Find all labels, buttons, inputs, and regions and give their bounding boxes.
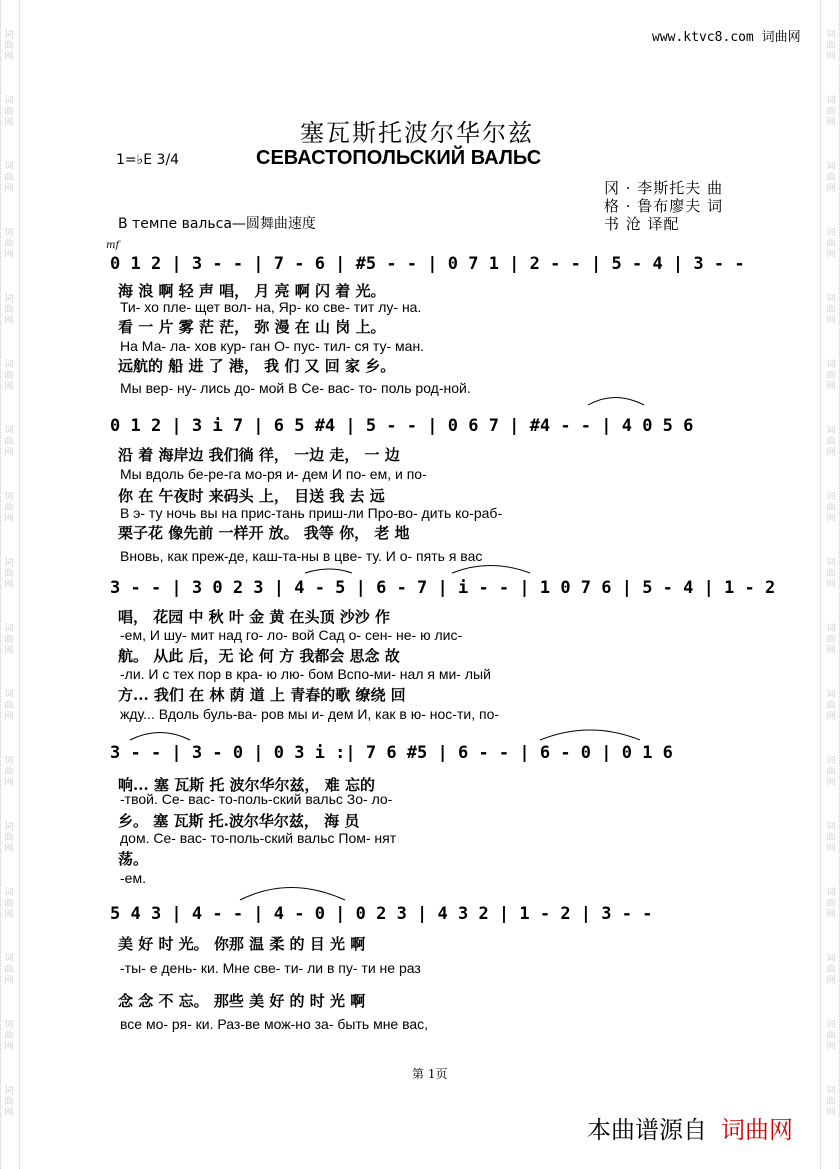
notation-line-4: 3 - - | 3 - 0 | 0 3 i :| 7 6 #5 | 6 - - | 6 - 0 | 0 1 6 <box>110 743 673 763</box>
lyric-line: Ти- хо пле- щет вол- на, Яр- ко све- тит лу- на. <box>120 299 422 315</box>
lyric-line: 唱， 花园 中 秋 叶 金 黄 在头顶 沙沙 作 <box>118 608 391 626</box>
notation-line-5: 5 4 3 | 4 - - | 4 - 0 | 0 2 3 | 4 3 2 | 1 - 2 | 3 - - <box>110 904 653 924</box>
watermark-text: 词曲网 <box>4 822 14 854</box>
lyric-line: 美 好 时 光。 你那 温 柔 的 目 光 啊 <box>118 935 366 953</box>
watermark-text: 词曲网 <box>826 1086 836 1118</box>
notation-line-3: 3 - - | 3 0 2 3 | 4 - 5 | 6 - 7 | i - - | 1 0 7 6 | 5 - 4 | 1 - 2 <box>110 578 776 598</box>
lyric-line: 航。 从此 后，无 论 何 方 我都会 思念 故 <box>118 647 400 665</box>
watermark-text: 词曲网 <box>4 426 14 458</box>
watermark-text: 词曲网 <box>4 888 14 920</box>
page-number: 第 1页 <box>412 1067 448 1081</box>
lyric-line: 荡。 <box>118 850 149 868</box>
watermark-text: 词曲网 <box>4 954 14 986</box>
watermark-text: 词曲网 <box>826 822 836 854</box>
watermark-text: 词曲网 <box>826 624 836 656</box>
watermark-text: 词曲网 <box>4 492 14 524</box>
watermark-text: 词曲网 <box>4 690 14 722</box>
lyric-line: 栗子花 像先前 一样开 放。 我等 你， 老 地 <box>118 524 410 542</box>
watermark-text: 词曲网 <box>4 96 14 128</box>
lyric-line: -ли. И с тех пор в кра- ю лю- бом Вспо-ми- нал я ми- лый <box>120 666 491 682</box>
lyric-line: 方... 我们 在 林 荫 道 上 青春的歌 缭绕 回 <box>118 686 406 704</box>
watermark-text: 词曲网 <box>826 954 836 986</box>
watermark-text: 词曲网 <box>826 162 836 194</box>
dynamic-marking: mf <box>106 240 120 251</box>
lyric-line: В э- ту ночь вы на прис-тань приш-ли Про-во- дить ко-раб- <box>120 505 503 521</box>
watermark-text: 词曲网 <box>4 624 14 656</box>
watermark-text: 词曲网 <box>4 294 14 326</box>
watermark-text: 词曲网 <box>826 96 836 128</box>
lyric-line: Мы вер- ну- лись до- мой В Се- вас- то- поль род-ной. <box>120 380 471 396</box>
lyric-line: жду... Вдоль буль-ва- ров мы и- дем И, как в ю- нос-ти, по- <box>120 706 500 722</box>
lyric-line: 你 在 午夜时 来码头 上， 目送 我 去 远 <box>118 487 385 505</box>
page-title-cn: 塞瓦斯托波尔华尔兹 <box>300 119 534 147</box>
watermark-text: 词曲网 <box>4 756 14 788</box>
watermark-text: 词曲网 <box>4 558 14 590</box>
lyric-line: 看 一 片 雾 茫 茫， 弥 漫 在 山 岗 上。 <box>118 318 386 336</box>
lyric-line: дом. Се- вас- то-поль-ский вальс Пом- нят <box>120 830 397 846</box>
watermark-text: 词曲网 <box>826 228 836 260</box>
watermark-text: 词曲网 <box>826 558 836 590</box>
watermark-text: 词曲网 <box>4 1086 14 1118</box>
watermark-text: 词曲网 <box>826 756 836 788</box>
lyric-line: 沿 着 海岸边 我们徜 徉， 一边 走， 一 边 <box>118 446 400 464</box>
slur-mark <box>540 730 640 740</box>
lyric-line: Мы вдоль бе-ре-га мо-ря и- дем И по- ем, и по- <box>120 466 427 482</box>
source-brand-link[interactable]: 词曲网 <box>721 1117 793 1144</box>
watermark-text: 词曲网 <box>826 426 836 458</box>
watermark-text: 词曲网 <box>826 30 836 62</box>
lyric-line: Вновь, как преж-де, каш-та-ны в цве- ту. И о- пять я вас <box>120 548 483 564</box>
slur-mark <box>305 569 352 573</box>
slur-mark <box>588 398 644 406</box>
lyric-line: -ем. <box>120 870 146 886</box>
watermark-text: 词曲网 <box>4 360 14 392</box>
lyric-line: 乡。 塞 瓦斯 托.波尔华尔兹， 海 员 <box>118 812 360 830</box>
lyric-line: 远航的 船 进 了 港， 我 们 又 回 家 乡。 <box>118 357 396 375</box>
lyric-line: 海 浪 啊 轻 声 唱， 月 亮 啊 闪 着 光。 <box>118 282 386 300</box>
watermark-text: 词曲网 <box>826 690 836 722</box>
lyric-line: все мо- ря- ки. Раз-ве мож-но за- быть мне вас, <box>120 1016 429 1032</box>
watermark-text: 词曲网 <box>826 492 836 524</box>
watermark-text: 词曲网 <box>4 30 14 62</box>
watermark-text: 词曲网 <box>4 162 14 194</box>
watermark-text: 词曲网 <box>826 360 836 392</box>
watermark-text: 词曲网 <box>826 294 836 326</box>
slur-mark <box>452 566 530 574</box>
tempo-marking: В темпе вальса—圆舞曲速度 <box>118 216 316 232</box>
watermark-text: 词曲网 <box>4 1020 14 1052</box>
watermark-text: 词曲网 <box>4 228 14 260</box>
credit-translator: 书 沧 译配 <box>604 215 680 233</box>
lyric-line: -ем, И шу- мит над го- ло- вой Сад о- сен- не- ю лис- <box>120 627 463 643</box>
notation-line-2: 0 1 2 | 3 i 7 | 6 5 #4 | 5 - - | 0 6 7 | #4 - - | 4 0 5 6 <box>110 416 694 436</box>
lyric-line: 响... 塞 瓦斯 托 波尔华尔兹， 难 忘的 <box>118 776 376 794</box>
page-title-ru: СЕВАСТОПОЛЬСКИЙ ВАЛЬС <box>256 147 542 169</box>
lyric-line: На Ма- ла- хов кур- ган О- пус- тил- ся ту- ман. <box>120 338 425 354</box>
key-signature: 1=♭E 3/4 <box>116 152 180 168</box>
credit-composer: 冈 · 李斯托夫 曲 <box>604 179 724 197</box>
watermark-text: 词曲网 <box>826 888 836 920</box>
credit-lyricist: 格 · 鲁布廖夫 词 <box>604 197 724 215</box>
source-label: 本曲谱源自 <box>587 1117 707 1144</box>
lyric-line: -твой. Се- вас- то-поль-ский вальс Зо- ло- <box>120 791 393 807</box>
slur-mark <box>240 888 345 901</box>
slur-mark <box>130 733 190 741</box>
site-url[interactable]: www.ktvc8.com 词曲网 <box>652 30 801 45</box>
lyric-line: 念 念 不 忘。 那些 美 好 的 时 光 啊 <box>118 992 366 1010</box>
lyric-line: -ты- е день- ки. Мне све- ти- ли в пу- ти не раз <box>120 960 421 976</box>
notation-line-1: 0 1 2 | 3 - - | 7 - 6 | #5 - - | 0 7 1 | 2 - - | 5 - 4 | 3 - - <box>110 254 745 274</box>
watermark-text: 词曲网 <box>826 1020 836 1052</box>
